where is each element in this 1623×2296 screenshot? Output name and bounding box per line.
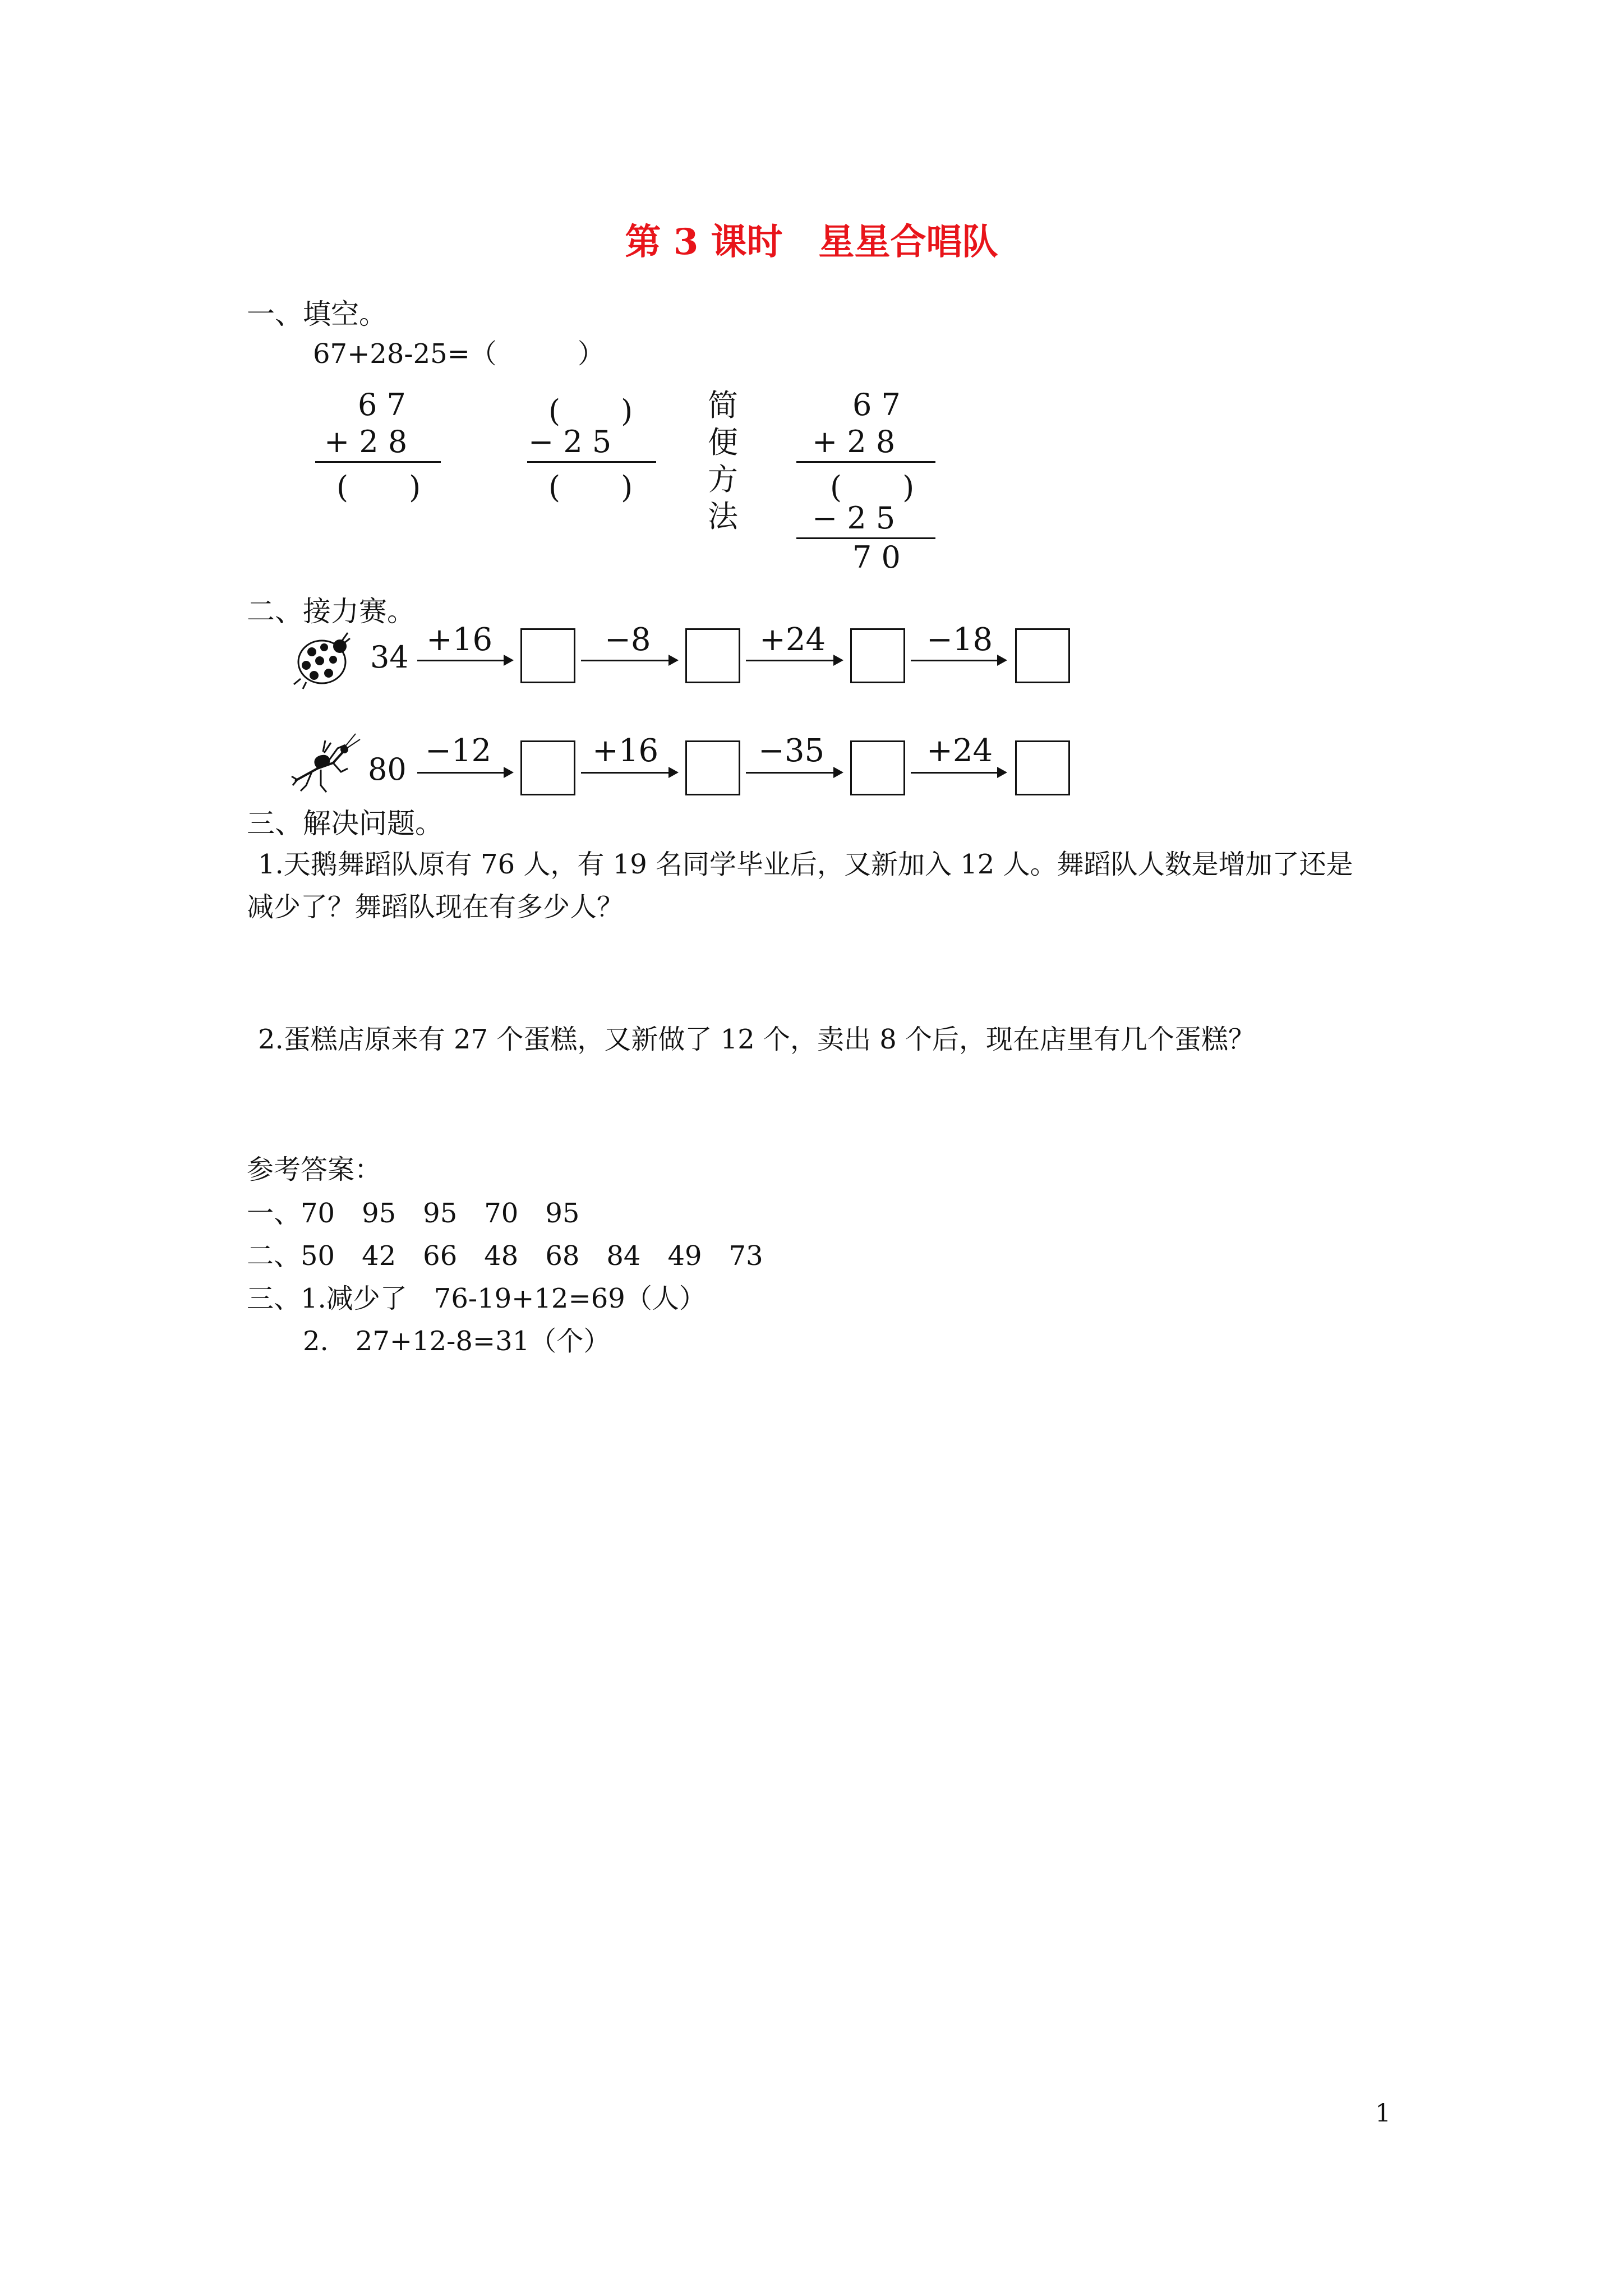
chain2-answer-box-1[interactable] [520,740,575,795]
chain2-answer-box-4[interactable] [1015,740,1070,795]
section2-heading: 二、接力赛。 [247,595,415,628]
calc3-step: ( ) [830,470,915,505]
chain2-answer-box-3[interactable] [850,740,905,795]
answers-line-2: 二、50 42 66 48 68 84 49 73 [247,1240,763,1272]
chain2-answer-box-2[interactable] [685,740,740,795]
chain1-answer-box-2[interactable] [685,628,740,683]
chain1-arrow-1 [417,660,511,661]
calc2-line [527,461,656,463]
method-label-char-2: 便 [708,425,738,460]
chain1-op-2: −8 [605,622,651,658]
chain1-op-4: −18 [926,622,993,658]
calc3-middle: + 2 8 [812,424,896,459]
calc2-top: ( ) [548,393,633,429]
page-number: 1 [1375,2099,1391,2128]
question-1-line-1: 1.天鹅舞蹈队原有 76 人，有 19 名同学毕业后，又新加入 12 人。舞蹈队人数是增加了还是 [258,849,1353,880]
calc3-line-1 [796,461,935,463]
chain1-answer-box-3[interactable] [850,628,905,683]
calc3-top: 6 7 [852,387,901,422]
section1-heading: 一、填空。 [247,298,387,330]
chain2-op-4: +24 [926,733,993,769]
chain1-op-1: +16 [426,622,493,658]
method-label-char-3: 方 [708,462,738,497]
calc1-result: ( ) [336,470,421,505]
section1-expression: 67+28-25=（ ） [313,338,605,370]
chain1-start: 34 [370,639,409,675]
calc2-middle: − 2 5 [528,424,612,459]
question-1-line-2: 减少了？舞蹈队现在有多少人？ [247,891,624,923]
answers-line-4: 2. 27+12-8=31（个） [303,1326,611,1357]
chain2-op-3: −35 [758,733,825,769]
calc1-top: 6 7 [358,387,406,422]
method-label-char-1: 简 [708,388,738,423]
calc1-middle: + 2 8 [324,424,408,459]
chain2-arrow-1 [417,772,511,774]
chain2-arrow-3 [746,772,841,774]
chain1-arrow-4 [911,660,1005,661]
answers-heading: 参考答案： [247,1154,382,1185]
calc3-line-2 [796,537,935,539]
chain2-start: 80 [368,752,407,787]
calc2-result: ( ) [548,470,633,505]
chain1-op-3: +24 [759,622,826,658]
chain2-op-2: +16 [592,733,659,769]
page-title: 第 3 课时 星星合唱队 [625,221,998,263]
chain1-answer-box-1[interactable] [520,628,575,683]
mantis-icon [289,729,362,797]
chain2-arrow-2 [581,772,676,774]
answers-line-3: 三、1.减少了 76-19+12=69（人） [247,1283,706,1314]
chain1-arrow-3 [746,660,841,661]
calc3-result: 7 0 [852,540,901,575]
calc1-line [315,461,441,463]
chain1-arrow-2 [581,660,676,661]
chain2-arrow-4 [911,772,1005,774]
chain1-answer-box-4[interactable] [1015,628,1070,683]
answers-line-1: 一、70 95 95 70 95 [247,1198,580,1229]
ladybug-icon [289,628,351,690]
method-label-char-4: 法 [708,499,738,534]
chain2-op-1: −12 [425,733,492,769]
section3-heading: 三、解决问题。 [247,807,443,840]
question-2: 2.蛋糕店原来有 27 个蛋糕，又新做了 12 个，卖出 8 个后，现在店里有几个蛋糕？ [258,1024,1256,1055]
calc3-minus: − 2 5 [812,500,896,536]
